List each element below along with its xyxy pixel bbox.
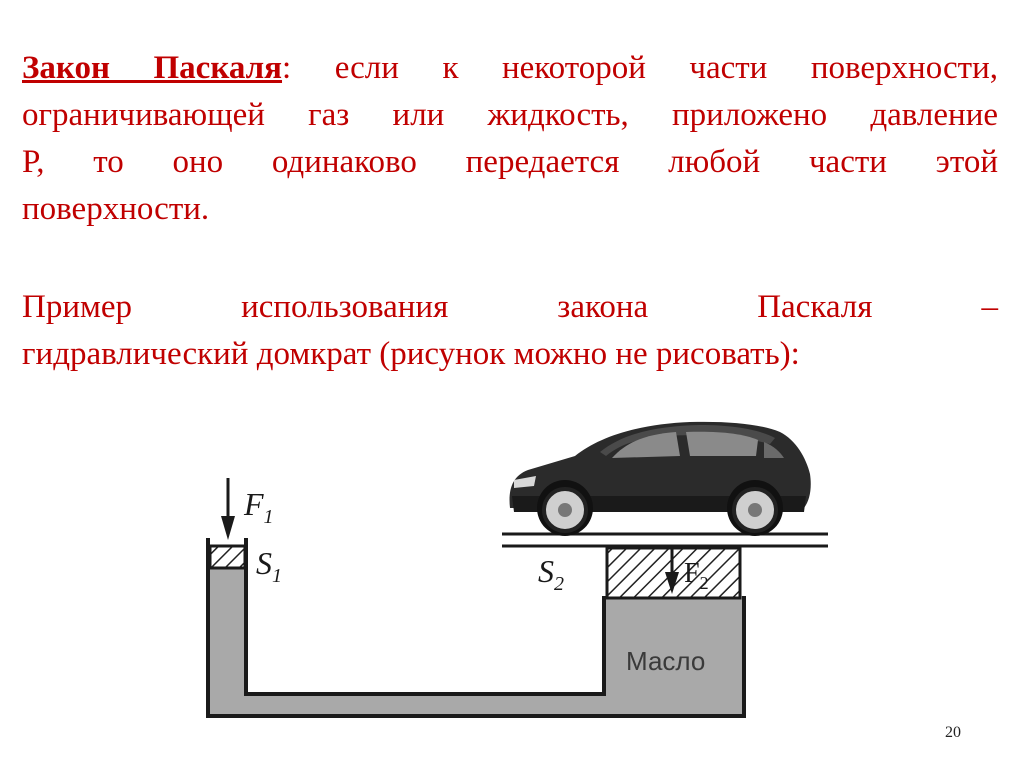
label-s2: $S_2$ — [538, 553, 564, 595]
law-line-4: поверхности. — [22, 191, 210, 227]
example-line-1: Пример использования закона Паскаля – — [22, 289, 998, 325]
label-oil: Масло — [626, 646, 706, 676]
car-image — [510, 422, 811, 536]
page-number: 20 — [945, 724, 961, 741]
example-line-2: гидравлический домкрат (рисунок можно не рисовать): — [22, 336, 800, 372]
small-piston — [210, 546, 245, 568]
force-arrow-f1 — [221, 478, 235, 540]
label-f1: $F_1$ — [244, 486, 274, 528]
law-text-after-term: : если к некоторой части поверхности, — [282, 50, 999, 86]
small-cylinder-fill — [210, 568, 244, 712]
label-s1: $S_1$ — [256, 545, 282, 587]
law-line-3: Р, то оно одинаково передается любой части этой — [22, 144, 998, 180]
law-term: Закон Паскаля — [22, 50, 283, 86]
law-line-2: ограничивающей газ или жидкость, приложено давление — [22, 97, 998, 133]
label-f2: $F_2$ — [684, 558, 709, 593]
